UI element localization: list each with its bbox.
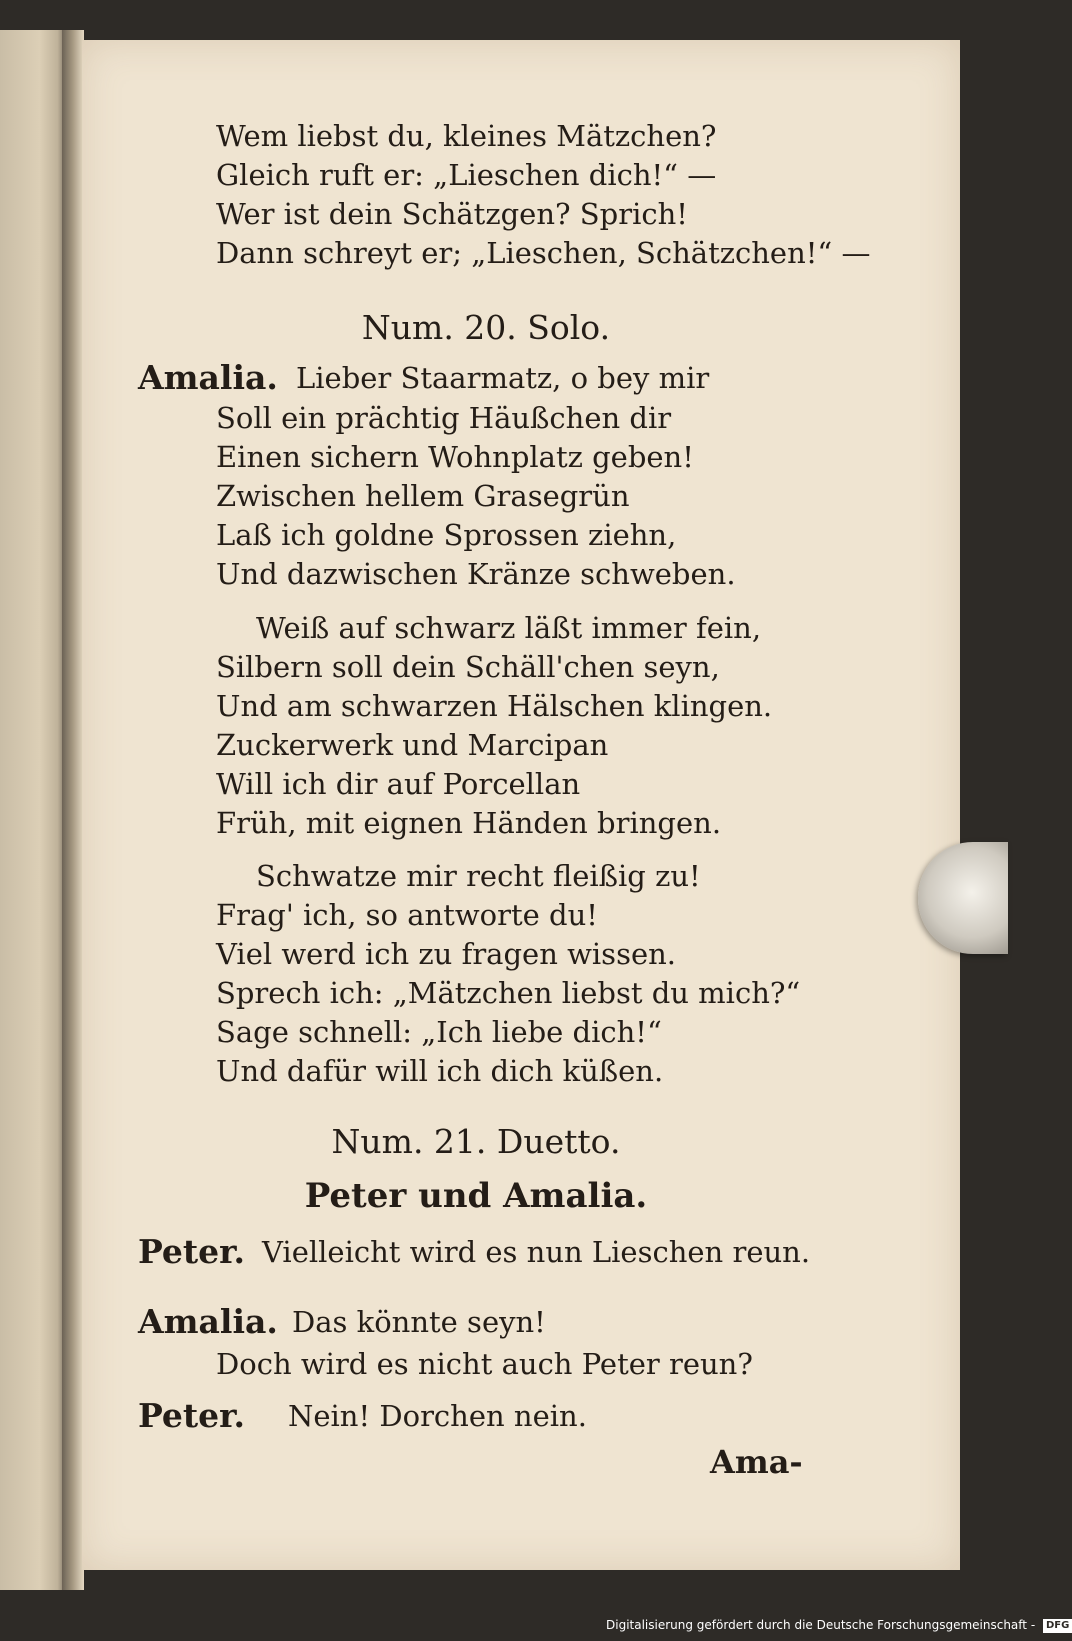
speaker-label: Amalia.: [138, 358, 278, 397]
dialogue-line: Vielleicht wird es nun Lieschen reun.: [262, 1235, 811, 1269]
verse-line: Schwatze mir recht fleißig zu!: [256, 859, 701, 893]
speaker-label: Amalia.: [138, 1302, 278, 1341]
verse-line: Wer ist dein Schätzgen? Sprich!: [216, 197, 688, 231]
dialogue-line: Doch wird es nicht auch Peter reun?: [216, 1347, 753, 1381]
verse-line: Früh, mit eignen Händen bringen.: [216, 806, 722, 840]
catchword: Ama-: [710, 1443, 803, 1481]
dfg-logo: DFG: [1043, 1619, 1072, 1633]
verse-line: Zwischen hellem Grasegrün: [216, 479, 630, 513]
verse-line: Soll ein prächtig Häußchen dir: [216, 401, 672, 435]
verse-line: Einen sichern Wohnplatz geben!: [216, 440, 694, 474]
dialogue-line: Das könnte seyn!: [292, 1305, 546, 1339]
verse-line: Viel werd ich zu fragen wissen.: [216, 937, 677, 971]
verse-line: Sage schnell: „Ich liebe dich!“: [216, 1015, 662, 1049]
verse-line: Zuckerwerk und Marcipan: [216, 728, 609, 762]
credit-text: Digitalisierung gefördert durch die Deutsche Forschungsgemeinschaft -: [606, 1618, 1036, 1632]
verse-line: Will ich dir auf Porcellan: [216, 767, 581, 801]
verse-line: Lieber Staarmatz, o bey mir: [296, 361, 710, 395]
verse-line: Wem liebst du, kleines Mätzchen?: [216, 119, 717, 153]
verse-line: Frag' ich, so antworte du!: [216, 898, 598, 932]
verse-line: Silbern soll dein Schäll'chen seyn,: [216, 650, 720, 684]
verse-line: Laß ich goldne Sprossen ziehn,: [216, 518, 677, 552]
verse-line: Und dazwischen Kränze schweben.: [216, 557, 736, 591]
digitization-credit: [606, 1618, 1072, 1633]
book-gutter: [62, 30, 84, 1590]
section-subheading-num21: Peter und Amalia.: [304, 1176, 648, 1216]
speaker-label: Peter.: [138, 1232, 246, 1271]
verse-line: Weiß auf schwarz läßt immer fein,: [256, 611, 762, 645]
verse-line: Dann schreyt er; „Lieschen, Schätzchen!“ —: [216, 236, 871, 270]
verse-line: Sprech ich: „Mätzchen liebst du mich?“: [216, 976, 801, 1010]
verse-line: Gleich ruft er: „Lieschen dich!“ —: [216, 158, 717, 192]
dialogue-line: Nein! Dorchen nein.: [288, 1399, 587, 1433]
section-heading-num20: Num. 20. Solo.: [361, 308, 611, 347]
verse-line: Und am schwarzen Hälschen klingen.: [216, 689, 773, 723]
verse-line: Und dafür will ich dich küßen.: [216, 1054, 664, 1088]
speaker-label: Peter.: [138, 1396, 246, 1435]
section-heading-num21: Num. 21. Duetto.: [331, 1122, 621, 1161]
